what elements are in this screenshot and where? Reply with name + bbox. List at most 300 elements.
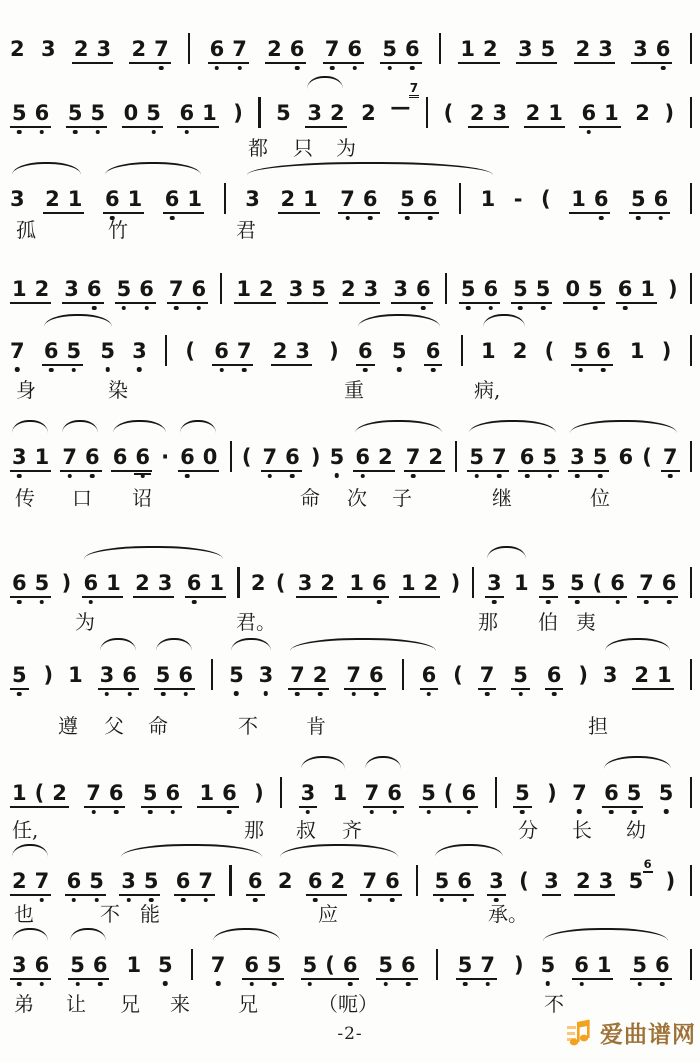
lyric-syllable: 那 bbox=[244, 818, 264, 842]
octave-dot-below bbox=[98, 982, 103, 987]
note: 6 bbox=[347, 38, 362, 60]
octave-dot-below bbox=[17, 130, 22, 135]
beamed-note-group bbox=[163, 188, 204, 214]
note: 7 bbox=[263, 446, 278, 468]
notes-row bbox=[10, 22, 693, 64]
beamed-note-group bbox=[84, 782, 125, 808]
note: 3 bbox=[544, 869, 559, 893]
beamed-note-group bbox=[360, 870, 401, 896]
octave-dot-below bbox=[105, 367, 110, 372]
note: 1 bbox=[596, 953, 612, 977]
note: 3 bbox=[492, 101, 508, 125]
beamed-note-group bbox=[212, 340, 253, 366]
note: 7 bbox=[346, 664, 361, 686]
note: 3 bbox=[487, 572, 502, 594]
beamed-note-group bbox=[10, 870, 51, 896]
octave-dot-below bbox=[463, 982, 468, 987]
octave-dot-below bbox=[264, 691, 269, 696]
lyric-syllable: 弟 bbox=[14, 992, 34, 1016]
barline bbox=[416, 865, 418, 896]
note: 7 bbox=[663, 446, 678, 468]
note: 5 bbox=[632, 954, 647, 976]
page-number: -2- bbox=[337, 1024, 363, 1044]
note: 5 bbox=[143, 782, 158, 804]
octave-dot-below bbox=[421, 306, 426, 311]
note: 2 bbox=[428, 445, 443, 469]
note-group bbox=[572, 782, 587, 809]
note: 5 bbox=[68, 102, 83, 124]
beamed-note-group bbox=[62, 278, 103, 304]
lyric-syllable: 继 bbox=[492, 486, 512, 510]
beamed-note-group bbox=[68, 954, 109, 980]
lyric-syllable: 诏 bbox=[132, 486, 152, 510]
note: 1 bbox=[571, 187, 586, 211]
beamed-note-group bbox=[399, 572, 440, 598]
music-symbol: ( bbox=[241, 444, 252, 469]
note-group bbox=[481, 188, 496, 215]
octave-dot-below bbox=[661, 66, 666, 71]
note: 6 bbox=[214, 340, 229, 362]
note-group bbox=[259, 664, 274, 691]
note-group bbox=[132, 340, 147, 367]
note: ( bbox=[325, 953, 335, 977]
octave-dot-below bbox=[234, 691, 239, 696]
octave-dot-below bbox=[668, 474, 673, 479]
note: 3 bbox=[245, 186, 260, 211]
note: 1 bbox=[400, 571, 416, 595]
octave-dot-below bbox=[105, 692, 110, 697]
note: 5 bbox=[513, 278, 528, 300]
lyric-syllable: 竹 bbox=[108, 218, 128, 242]
octave-dot-below bbox=[215, 66, 220, 71]
octave-dot-below bbox=[577, 809, 582, 814]
note: 1 bbox=[34, 445, 50, 469]
beamed-note-group bbox=[65, 870, 106, 896]
note: 6 bbox=[85, 446, 100, 468]
note: 6 bbox=[385, 870, 400, 892]
music-symbol: ) bbox=[661, 338, 672, 363]
lyric-syllable: 夷 bbox=[576, 610, 596, 634]
beamed-note-group bbox=[246, 870, 265, 896]
octave-dot-below bbox=[547, 474, 552, 479]
lyric-syllable: 都 bbox=[248, 136, 268, 160]
note: 3 bbox=[633, 37, 648, 61]
note-group bbox=[211, 954, 226, 981]
note: 0 bbox=[123, 101, 139, 125]
beamed-note-group bbox=[103, 188, 144, 214]
barline bbox=[402, 659, 404, 690]
note: 7 bbox=[154, 38, 169, 60]
note: 6 bbox=[222, 782, 237, 804]
barline bbox=[258, 97, 260, 128]
note: 7 bbox=[169, 278, 184, 300]
note: 6 bbox=[483, 278, 498, 300]
note: 2 bbox=[423, 571, 439, 595]
lyric-syllable: 孤 bbox=[16, 218, 36, 242]
note: 3 bbox=[12, 954, 27, 976]
beamed-note-group bbox=[10, 446, 51, 472]
note: 6 bbox=[655, 954, 670, 976]
slur-arc bbox=[605, 638, 670, 651]
note: ( bbox=[443, 781, 454, 805]
notes-row bbox=[10, 324, 693, 366]
beamed-note-group bbox=[424, 340, 443, 366]
note: 5 bbox=[303, 954, 318, 976]
slur-arc bbox=[231, 638, 271, 651]
note: 2 bbox=[469, 101, 485, 125]
octave-dot-below bbox=[623, 306, 628, 311]
octave-dot-below bbox=[474, 474, 479, 479]
note: 2 bbox=[280, 187, 296, 211]
note: 7 bbox=[35, 870, 50, 892]
music-symbol: ( bbox=[519, 868, 529, 893]
note: 3 bbox=[132, 340, 147, 362]
note: 3 bbox=[295, 339, 310, 363]
note: 6 bbox=[135, 446, 150, 468]
octave-dot-below bbox=[15, 367, 20, 372]
beamed-note-group bbox=[574, 38, 615, 64]
note: 7 bbox=[340, 188, 355, 210]
note-group bbox=[229, 664, 244, 691]
octave-dot-below bbox=[49, 368, 54, 373]
beamed-note-group bbox=[478, 664, 497, 690]
music-system bbox=[10, 938, 693, 1018]
octave-dot-below bbox=[161, 692, 166, 697]
octave-dot-below bbox=[91, 810, 96, 815]
lyric-syllable: 不 bbox=[238, 714, 258, 738]
barline bbox=[461, 335, 463, 366]
note: 6 bbox=[462, 782, 477, 804]
octave-dot-below bbox=[170, 216, 175, 221]
lyric-syllable: 病, bbox=[474, 378, 501, 402]
note: 1 bbox=[12, 781, 27, 805]
note: 1 bbox=[187, 187, 203, 211]
barline bbox=[690, 335, 692, 366]
beamed-note-group bbox=[420, 664, 439, 690]
beamed-note-group bbox=[579, 102, 620, 128]
watermark-text: 爱曲谱网 bbox=[600, 1021, 696, 1048]
note: 1 bbox=[460, 37, 476, 61]
note: 5 bbox=[117, 278, 132, 300]
note: 2 bbox=[575, 37, 591, 61]
note: 2 bbox=[10, 36, 25, 61]
note: 3 bbox=[12, 446, 27, 468]
octave-dot-below bbox=[295, 692, 300, 697]
note: 0 bbox=[202, 445, 218, 469]
octave-dot-below bbox=[126, 898, 131, 903]
note: 6 bbox=[93, 954, 108, 976]
lyric-syllable: 父 bbox=[104, 714, 124, 738]
octave-dot-below bbox=[72, 898, 77, 903]
octave-dot-below bbox=[272, 982, 277, 987]
octave-dot-below bbox=[185, 130, 190, 135]
note: 6 bbox=[187, 572, 202, 594]
beamed-note-group bbox=[391, 278, 432, 304]
music-symbol: ) bbox=[254, 780, 264, 805]
beamed-note-group bbox=[568, 446, 609, 472]
beamed-note-group bbox=[569, 188, 610, 214]
note: 2 bbox=[277, 868, 293, 893]
beamed-note-group bbox=[545, 664, 564, 690]
note-group bbox=[630, 340, 645, 367]
slur-arc bbox=[469, 420, 556, 433]
note: ( bbox=[592, 571, 603, 595]
note: 3 bbox=[64, 277, 79, 301]
note: 6 bbox=[178, 664, 193, 686]
note: 2 bbox=[131, 37, 147, 61]
octave-dot-below bbox=[92, 306, 97, 311]
note: 6 bbox=[285, 446, 300, 468]
note: 6 bbox=[192, 278, 207, 300]
beamed-note-group bbox=[177, 102, 218, 128]
music-system bbox=[10, 172, 693, 252]
octave-dot-below bbox=[368, 216, 373, 221]
octave-dot-below bbox=[174, 306, 179, 311]
note: 6 bbox=[179, 102, 194, 124]
beamed-note-group bbox=[98, 664, 139, 690]
note: 5 bbox=[156, 664, 171, 686]
note: 7 bbox=[492, 446, 507, 468]
note: 3 bbox=[393, 277, 408, 301]
notes-row bbox=[10, 172, 693, 214]
octave-dot-below bbox=[253, 898, 258, 903]
note: 6 bbox=[457, 870, 472, 892]
beamed-note-group bbox=[287, 278, 328, 304]
octave-dot-below bbox=[72, 368, 77, 373]
lyric-syllable: 君 bbox=[236, 218, 256, 242]
beamed-note-group bbox=[265, 38, 306, 64]
octave-dot-below bbox=[94, 898, 99, 903]
beamed-note-group bbox=[511, 278, 552, 304]
beamed-note-group bbox=[42, 340, 83, 366]
beamed-note-group bbox=[301, 954, 360, 980]
note: 5 bbox=[515, 782, 530, 804]
note: 5 bbox=[35, 572, 50, 594]
note: 6 bbox=[363, 188, 378, 210]
barline bbox=[690, 273, 692, 304]
lyric-syllable: 那 bbox=[478, 610, 498, 634]
beamed-note-group bbox=[376, 954, 417, 980]
slur-arc bbox=[570, 420, 677, 433]
octave-dot-below bbox=[330, 66, 335, 71]
octave-dot-below bbox=[368, 898, 373, 903]
lyric-syllable: 应 bbox=[318, 902, 338, 926]
note: 7 bbox=[325, 38, 340, 60]
note: 6 bbox=[105, 188, 120, 210]
octave-dot-below bbox=[348, 982, 353, 987]
notes-row bbox=[10, 262, 693, 304]
note: 7 bbox=[572, 782, 587, 804]
beamed-note-group bbox=[119, 870, 160, 896]
lyric-syllable: 身 bbox=[16, 378, 36, 402]
octave-dot-below bbox=[632, 810, 637, 815]
octave-dot-below bbox=[492, 600, 497, 605]
note: 2 bbox=[45, 187, 60, 211]
note-group bbox=[10, 38, 25, 65]
octave-dot-below bbox=[431, 368, 436, 373]
note: 2 bbox=[576, 869, 591, 893]
octave-dot-below bbox=[75, 982, 80, 987]
beamed-note-group bbox=[261, 446, 302, 472]
music-system bbox=[10, 556, 693, 636]
note-group bbox=[330, 446, 345, 473]
note: 6 bbox=[35, 102, 50, 124]
note: 6 bbox=[308, 870, 323, 892]
note: 3 bbox=[157, 571, 173, 595]
lyric-syllable: 口 bbox=[72, 486, 92, 510]
beamed-note-group bbox=[456, 954, 497, 980]
note: 5 bbox=[158, 954, 173, 976]
octave-dot-below bbox=[40, 130, 45, 135]
notes-row bbox=[10, 854, 693, 896]
beamed-note-group bbox=[398, 188, 439, 214]
note: 6 bbox=[112, 445, 128, 469]
beamed-note-group bbox=[467, 446, 508, 472]
note: 1 bbox=[548, 101, 563, 125]
notes-row bbox=[10, 81, 693, 128]
note: 6 bbox=[618, 444, 634, 469]
octave-dot-below bbox=[383, 982, 388, 987]
note: ( bbox=[34, 781, 45, 805]
note: 2 bbox=[512, 338, 528, 363]
note: 1 bbox=[604, 101, 619, 125]
octave-dot-below bbox=[387, 66, 392, 71]
slur-arc bbox=[100, 638, 136, 651]
beamed-note-group bbox=[115, 278, 156, 304]
note: 7 bbox=[10, 340, 25, 362]
lyric-syllable: 让 bbox=[66, 992, 86, 1016]
note: 5 bbox=[461, 278, 476, 300]
octave-dot-below bbox=[552, 692, 557, 697]
octave-dot-below bbox=[183, 692, 188, 697]
octave-dot-below bbox=[308, 982, 313, 987]
note: 1 bbox=[67, 187, 83, 211]
music-system bbox=[10, 648, 693, 738]
beamed-note-group bbox=[296, 572, 337, 598]
beamed-note-group bbox=[10, 954, 51, 980]
beamed-note-group bbox=[518, 446, 559, 472]
barline bbox=[690, 949, 692, 980]
music-symbol: ( bbox=[453, 662, 463, 687]
music-system bbox=[10, 324, 693, 404]
note: 6 bbox=[109, 782, 124, 804]
note: 6 bbox=[618, 278, 633, 300]
note: 6 bbox=[405, 38, 420, 60]
octave-dot-below bbox=[216, 981, 221, 986]
octave-dot-below bbox=[360, 474, 365, 479]
slur-arc bbox=[62, 420, 98, 433]
note-group bbox=[158, 954, 173, 981]
barline bbox=[220, 273, 222, 304]
note: 5 bbox=[542, 446, 557, 468]
note-group bbox=[541, 954, 556, 981]
beamed-note-group bbox=[516, 38, 557, 64]
octave-dot-below bbox=[192, 600, 197, 605]
octave-dot-below bbox=[127, 692, 132, 697]
note: 6 bbox=[248, 870, 263, 892]
notes-row bbox=[10, 556, 693, 598]
lyric-syllable: 担 bbox=[588, 714, 608, 738]
octave-dot-below bbox=[122, 306, 127, 311]
note: 6 bbox=[139, 278, 154, 300]
note: 5 bbox=[311, 277, 326, 301]
note: 7 bbox=[232, 38, 247, 60]
octave-dot-below bbox=[427, 692, 432, 697]
slur-arc bbox=[301, 756, 345, 769]
music-symbol: ( bbox=[642, 444, 652, 469]
note: 3 bbox=[570, 446, 585, 468]
note: 6 bbox=[67, 870, 82, 892]
beamed-note-group bbox=[129, 38, 170, 64]
octave-dot-below bbox=[203, 898, 208, 903]
note: 6 bbox=[369, 664, 384, 686]
beamed-note-group bbox=[637, 572, 678, 598]
note: 5 bbox=[536, 278, 551, 300]
beamed-note-group bbox=[511, 664, 530, 690]
barline bbox=[436, 949, 438, 980]
note: 1 bbox=[480, 186, 496, 211]
note: 2 bbox=[329, 101, 345, 125]
octave-dot-below bbox=[667, 600, 672, 605]
octave-dot-below bbox=[268, 474, 273, 479]
note: 6 bbox=[520, 446, 535, 468]
octave-dot-below bbox=[17, 474, 22, 479]
beamed-note-group bbox=[574, 870, 615, 896]
barline bbox=[690, 659, 692, 690]
note: 3 bbox=[100, 664, 115, 686]
beamed-note-group bbox=[178, 446, 219, 472]
octave-dot-below bbox=[636, 216, 641, 221]
barline bbox=[690, 441, 692, 472]
note: 5 bbox=[382, 38, 397, 60]
beamed-note-group bbox=[513, 782, 532, 808]
beamed-note-group bbox=[459, 278, 500, 304]
octave-dot-below bbox=[185, 474, 190, 479]
music-symbol: ) bbox=[43, 662, 54, 687]
note: 2 bbox=[52, 781, 67, 805]
beamed-note-group bbox=[356, 340, 375, 366]
music-system bbox=[10, 81, 693, 166]
octave-dot-below bbox=[318, 692, 323, 697]
note-group bbox=[628, 856, 653, 897]
note: 6 bbox=[416, 278, 431, 300]
barline bbox=[690, 183, 692, 214]
note: 5 bbox=[593, 446, 608, 468]
beamed-note-group bbox=[185, 572, 226, 598]
music-system bbox=[10, 430, 693, 510]
note: 3 bbox=[96, 37, 112, 61]
note: 6 bbox=[581, 102, 596, 124]
note: 3 bbox=[40, 36, 56, 61]
lyric-syllable: 兄 bbox=[238, 992, 258, 1016]
note: 1 bbox=[236, 277, 252, 301]
octave-dot-below bbox=[237, 66, 242, 71]
note: 1 bbox=[480, 338, 496, 363]
octave-dot-below bbox=[660, 982, 665, 987]
octave-dot-below bbox=[497, 474, 502, 479]
note-group bbox=[68, 664, 83, 691]
lyric-syllable: 子 bbox=[392, 486, 412, 510]
lyric-syllable: 只 bbox=[293, 136, 313, 160]
beamed-note-group bbox=[468, 102, 509, 128]
octave-dot-below bbox=[601, 368, 606, 373]
note: 5 bbox=[458, 954, 473, 976]
octave-dot-below bbox=[466, 306, 471, 311]
lyric-syllable: 为 bbox=[336, 136, 356, 160]
slur-arc bbox=[604, 756, 671, 769]
note: 5 bbox=[144, 870, 159, 892]
note-group bbox=[100, 340, 115, 367]
